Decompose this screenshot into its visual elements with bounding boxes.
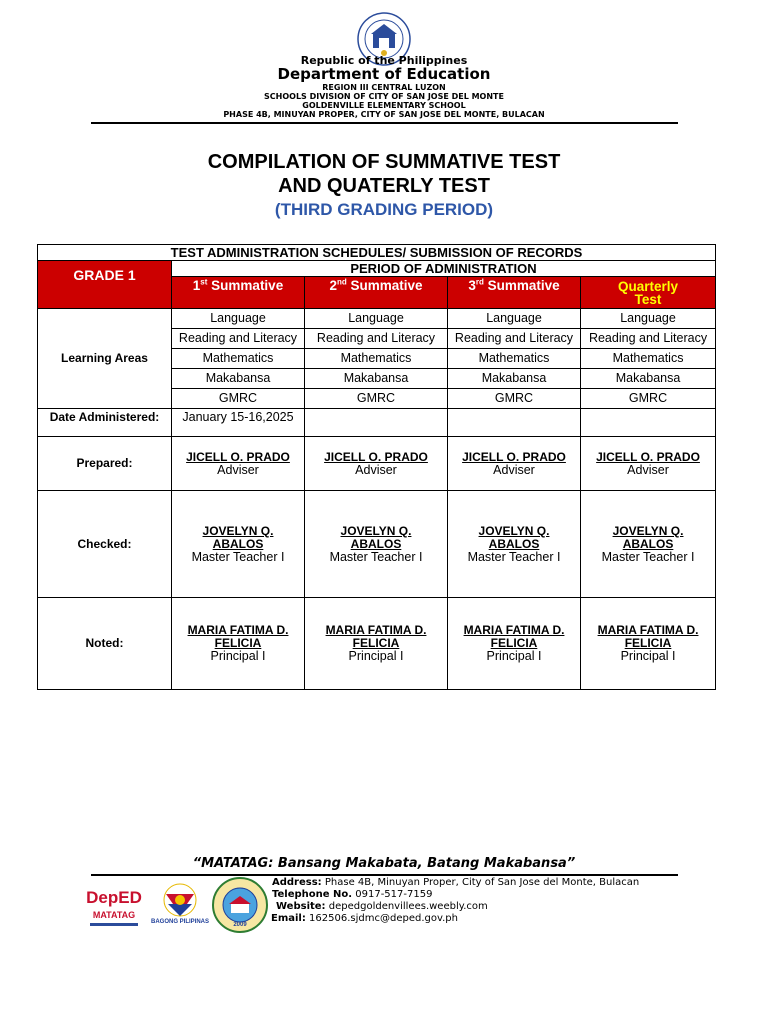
noted-cell — [581, 598, 716, 690]
learning-areas-label: Learning Areas — [38, 309, 172, 409]
col-header-quarterly-test: Quarterly Test — [581, 277, 716, 309]
learning-area-cell: Language — [581, 309, 716, 329]
email-label: Email: — [271, 913, 306, 924]
doc-title-line2: AND QUATERLY TEST — [278, 175, 490, 197]
prepared-cell — [172, 437, 305, 491]
noted-name-line2: FELICIA — [352, 636, 400, 650]
learning-area-cell: Makabansa — [305, 369, 448, 389]
prepared-role: Adviser — [493, 462, 535, 477]
learning-area-cell: Language — [172, 309, 305, 329]
noted-cell — [305, 598, 448, 690]
deped-matatag-logo — [84, 882, 144, 932]
col-header-3rd-summative: 3rd Summative — [448, 277, 581, 309]
checked-name-line1: JOVELYN Q. — [478, 523, 550, 538]
learning-area-cell: GMRC — [581, 389, 716, 409]
date-cell: January 15-16,2025 — [172, 409, 305, 437]
noted-role: Principal I — [486, 649, 542, 663]
prepared-name: JICELL O. PRADO — [596, 449, 700, 464]
header-divider — [91, 122, 678, 124]
deped-logo-text: DepED — [86, 888, 142, 907]
learning-area-cell: Language — [305, 309, 448, 329]
prepared-name: JICELL O. PRADO — [324, 449, 428, 464]
table-caption: TEST ADMINISTRATION SCHEDULES/ SUBMISSION OF RECORDS — [38, 245, 716, 261]
prepared-cell — [305, 437, 448, 491]
col-header-2nd-summative: 2nd Summative — [305, 277, 448, 309]
prepared-role: Adviser — [355, 462, 397, 477]
checked-role: Master Teacher I — [191, 549, 285, 564]
noted-name-line2: FELICIA — [490, 636, 538, 650]
date-administered-label: Date Administered: — [38, 409, 172, 437]
checked-role: Master Teacher I — [467, 549, 561, 564]
noted-name-line1: MARIA FATIMA D. — [463, 623, 565, 637]
date-cell — [448, 409, 581, 437]
learning-area-cell: GMRC — [305, 389, 448, 409]
grading-period: (THIRD GRADING PERIOD) — [274, 200, 494, 219]
school-logo-year: 2009 — [233, 922, 247, 928]
noted-name-line1: MARIA FATIMA D. — [597, 623, 699, 637]
noted-role: Principal I — [210, 649, 266, 663]
learning-area-cell: GMRC — [448, 389, 581, 409]
schedule-table — [37, 244, 716, 690]
matatag-logo-text: MATATAG — [92, 910, 136, 920]
contact-website — [276, 901, 488, 913]
noted-name-line1: MARIA FATIMA D. — [187, 623, 289, 637]
learning-area-cell: Makabansa — [581, 369, 716, 389]
noted-role: Principal I — [348, 649, 404, 663]
noted-cell — [172, 598, 305, 690]
prepared-role: Adviser — [627, 462, 669, 477]
checked-name-line2: ABALOS — [350, 536, 402, 551]
telephone-value: 0917-517-7159 — [355, 889, 433, 900]
checked-name-line1: JOVELYN Q. — [612, 523, 684, 538]
checked-cell — [581, 491, 716, 598]
checked-name-line2: ABALOS — [212, 536, 264, 551]
learning-area-cell: Reading and Literacy — [448, 329, 581, 349]
region-text: REGION III CENTRAL LUZON — [322, 83, 446, 92]
checked-name-line1: JOVELYN Q. — [202, 523, 274, 538]
prepared-name: JICELL O. PRADO — [462, 449, 566, 464]
learning-area-cell: Reading and Literacy — [172, 329, 305, 349]
prepared-cell — [581, 437, 716, 491]
school-address-text: PHASE 4B, MINUYAN PROPER, CITY OF SAN JOSE DEL MONTE, BULACAN — [223, 110, 545, 119]
email-value: 162506.sjdmc@deped.gov.ph — [309, 913, 458, 924]
contact-email — [271, 913, 458, 925]
prepared-label: Prepared: — [38, 437, 172, 491]
contact-address — [272, 877, 639, 889]
checked-cell — [448, 491, 581, 598]
matatag-stripe — [90, 923, 138, 926]
contact-telephone — [272, 889, 432, 901]
learning-area-cell: Makabansa — [448, 369, 581, 389]
learning-area-cell: Makabansa — [172, 369, 305, 389]
motto-text: “MATATAG: Bansang Makabata, Batang Makabansa” — [192, 856, 576, 871]
republic-text: Republic of the Philippines — [300, 54, 468, 67]
learning-area-cell: GMRC — [172, 389, 305, 409]
address-label: Address: — [272, 877, 322, 888]
bagong-pilipinas-text: BAGONG PILIPINAS — [150, 919, 209, 925]
learning-area-cell: Reading and Literacy — [581, 329, 716, 349]
col-header-1st-summative: 1st Summative — [172, 277, 305, 309]
learning-area-cell: Reading and Literacy — [305, 329, 448, 349]
prepared-name: JICELL O. PRADO — [186, 449, 290, 464]
checked-name-line2: ABALOS — [622, 536, 674, 551]
period-header: PERIOD OF ADMINISTRATION — [172, 261, 716, 277]
checked-name-line2: ABALOS — [488, 536, 540, 551]
address-value: Phase 4B, Minuyan Proper, City of San Jose del Monte, Bulacan — [324, 877, 640, 888]
checked-cell — [172, 491, 305, 598]
checked-label: Checked: — [38, 491, 172, 598]
learning-area-cell: Mathematics — [448, 349, 581, 369]
department-text: Department of Education — [277, 65, 491, 83]
website-value: depedgoldenvillees.weebly.com — [328, 901, 488, 912]
checked-role: Master Teacher I — [329, 549, 423, 564]
learning-area-cell: Mathematics — [172, 349, 305, 369]
division-text: SCHOOLS DIVISION OF CITY OF SAN JOSE DEL MONTE — [264, 92, 504, 101]
checked-cell — [305, 491, 448, 598]
school-text: GOLDENVILLE ELEMENTARY SCHOOL — [302, 101, 466, 110]
footer-divider — [91, 874, 678, 876]
learning-area-cell: Mathematics — [581, 349, 716, 369]
checked-name-line1: JOVELYN Q. — [340, 523, 412, 538]
noted-role: Principal I — [620, 649, 676, 663]
date-cell — [581, 409, 716, 437]
prepared-cell — [448, 437, 581, 491]
grade-cell: GRADE 1 — [38, 261, 172, 309]
noted-name-line2: FELICIA — [214, 636, 262, 650]
date-cell — [305, 409, 448, 437]
prepared-role: Adviser — [217, 462, 259, 477]
learning-area-cell: Language — [448, 309, 581, 329]
noted-name-line1: MARIA FATIMA D. — [325, 623, 427, 637]
doc-title-line1: COMPILATION OF SUMMATIVE TEST — [207, 151, 561, 173]
learning-area-cell: Mathematics — [305, 349, 448, 369]
website-label: Website: — [276, 901, 326, 912]
noted-label: Noted: — [38, 598, 172, 690]
noted-cell — [448, 598, 581, 690]
noted-name-line2: FELICIA — [624, 636, 672, 650]
checked-role: Master Teacher I — [601, 549, 695, 564]
telephone-label: Telephone No. — [272, 889, 353, 900]
